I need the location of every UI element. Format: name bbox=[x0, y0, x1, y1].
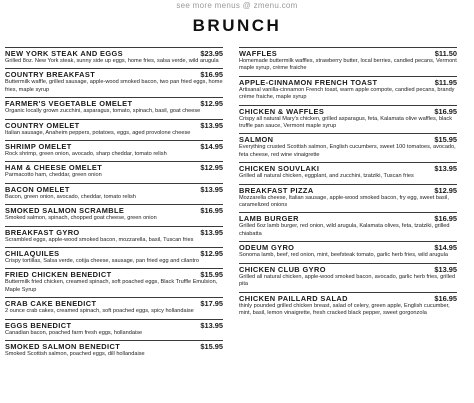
menu-item-header bbox=[239, 133, 457, 144]
menu-item-name: SHRIMP OMELET bbox=[5, 142, 72, 152]
menu-item-name: BREAKFAST GYRO bbox=[5, 227, 80, 237]
menu-item-price: $13.95 bbox=[200, 184, 223, 194]
menu-item-price: $15.95 bbox=[200, 270, 223, 280]
menu-item-description: Smoked Scottish salmon, poached eggs, dill hollandaise bbox=[5, 351, 145, 358]
left-column bbox=[5, 47, 223, 362]
menu-item-price: $17.95 bbox=[200, 299, 223, 309]
menu-item-price: $14.95 bbox=[200, 142, 223, 152]
menu-item-header bbox=[5, 268, 223, 279]
menu-item bbox=[239, 184, 457, 210]
menu-item-description: Buttermilk fried chicken, creamed spinach, soft poached eggs, Black Truffle Emulsion, Maple Syrup bbox=[5, 279, 218, 293]
menu-item-name: SMOKED SALMON BENEDICT bbox=[5, 342, 121, 352]
menu-item-header bbox=[239, 162, 457, 173]
menu-item-description: Buttermilk waffle, grilled sausage, apple-wood smoked bacon, two pan fried eggs, home fries, maple syrup bbox=[5, 79, 223, 93]
menu-item-description: Homemade buttermilk waffles, strawberry butter, local berries, candied pecans, Vermont maple syrup, crème fraiche bbox=[239, 58, 457, 72]
menu-item-header bbox=[239, 47, 457, 58]
menu-item-description: Smoked salmon, spinach, chopped goat cheese, green onion bbox=[5, 215, 157, 222]
menu-item bbox=[5, 140, 223, 158]
menu-item bbox=[5, 204, 223, 222]
menu-item-header bbox=[5, 68, 223, 79]
menu-item-header bbox=[5, 204, 223, 215]
menu-item bbox=[5, 268, 223, 294]
menu-item-header bbox=[239, 184, 457, 195]
menu-item-description: Rock shrimp, green onion, avocado, sharp cheddar, tomato relish bbox=[5, 151, 167, 158]
menu-item-name: CHILAQUILES bbox=[5, 249, 60, 259]
menu-item-price: $16.95 bbox=[434, 293, 457, 303]
menu-item-price: $14.95 bbox=[434, 243, 457, 253]
menu-item-name: CHICKEN SOUVLAKI bbox=[239, 164, 320, 174]
menu-item-price: $13.95 bbox=[434, 164, 457, 174]
menu-item-price: $23.95 bbox=[200, 49, 223, 58]
menu-item bbox=[239, 212, 457, 238]
menu-item-description: Italian sausage, Anaheim peppers, potatoes, eggs, aged provolone cheese bbox=[5, 129, 191, 136]
menu-item-price: $16.95 bbox=[434, 106, 457, 116]
menu-item-description: Grilled all natural chicken, apple-wood smoked bacon, avocado, garlic herb fries, grilled pita bbox=[239, 273, 456, 288]
menu-item bbox=[5, 119, 223, 137]
menu-item-description: Grilled all natural chicken, eggplant, and zucchini, tzatziki, Tuscan fries bbox=[239, 173, 414, 180]
menu-item-header bbox=[5, 119, 223, 130]
menu-item-description: Canadian bacon, poached farm fresh eggs, hollandaise bbox=[5, 329, 143, 336]
menu-item-header bbox=[239, 292, 457, 303]
menu-item-description: Grilled 8oz. New York steak, sunny side up eggs, home fries, salsa verde, wild arugula bbox=[5, 58, 219, 64]
menu-item-header bbox=[5, 161, 223, 172]
menu-item-description: Scrambled eggs, apple-wood smoked bacon, mozzarella, basil, Tuscan fries bbox=[5, 236, 194, 243]
menu-item-description: Parmacotto ham, cheddar, green onion bbox=[5, 172, 102, 179]
menu-item-description: Crispy all natural Mary's chicken, grilled asparagus, feta, Kalamata olive waffles, black truffle pan sauce, Vermont maple syrup bbox=[239, 115, 453, 130]
menu-item-name: HAM & CHEESE OMELET bbox=[5, 163, 103, 173]
menu-item bbox=[239, 133, 457, 159]
menu-item-name: NEW YORK STEAK AND EGGS bbox=[5, 49, 124, 58]
menu-item-price: $16.95 bbox=[200, 70, 223, 80]
menu-item bbox=[5, 319, 223, 337]
menu-item-name: WAFFLES bbox=[239, 49, 278, 58]
menu-item-price: $16.95 bbox=[200, 206, 223, 216]
menu-item-header bbox=[239, 241, 457, 252]
menu-item-description: Bacon, green onion, avocado, cheddar, tomato relish bbox=[5, 193, 136, 200]
menu-item bbox=[239, 47, 457, 73]
menu-item-price: $15.95 bbox=[200, 342, 223, 352]
menu-item-name: COUNTRY OMELET bbox=[5, 120, 80, 130]
menu-item-price: $16.95 bbox=[434, 214, 457, 224]
menu-item-name: LAMB BURGER bbox=[239, 214, 299, 224]
menu-item-name: EGGS BENEDICT bbox=[5, 320, 72, 330]
menu-item bbox=[5, 161, 223, 179]
menu-item-price: $11.95 bbox=[434, 77, 457, 87]
menu-item-header bbox=[5, 140, 223, 151]
menu-item-description: 2 ounce crab cakes, creamed spinach, soft poached eggs, spicy hollandaise bbox=[5, 308, 194, 315]
menu-item-name: FRIED CHICKEN BENEDICT bbox=[5, 270, 112, 280]
menu-item-name: CHICKEN CLUB GYRO bbox=[239, 264, 326, 274]
menu-item-header bbox=[5, 247, 223, 258]
menu-item bbox=[5, 297, 223, 315]
menu-item-name: ODEUM GYRO bbox=[239, 243, 295, 253]
menu-item-header bbox=[5, 226, 223, 237]
menu-item bbox=[5, 247, 223, 265]
menu-item bbox=[5, 47, 223, 65]
menu-item-header bbox=[239, 76, 457, 87]
menu-item-header bbox=[5, 319, 223, 330]
menu-item-name: CRAB CAKE BENEDICT bbox=[5, 299, 97, 309]
menu-item bbox=[239, 76, 457, 102]
menu-item-description: Mozzarella cheese, Italian sausage, apple-wood smoked bacon, fry egg, sweet basil, caramelized onions bbox=[239, 194, 449, 209]
menu-item-name: APPLE-CINNAMON FRENCH TOAST bbox=[239, 77, 378, 87]
menu-item-name: SMOKED SALMON SCRAMBLE bbox=[5, 206, 125, 216]
menu-item-price: $13.95 bbox=[200, 320, 223, 330]
menu-item-name: BREAKFAST PIZZA bbox=[239, 185, 314, 195]
menu-item bbox=[239, 292, 457, 318]
menu-item-name: FARMER'S VEGETABLE OMELET bbox=[5, 99, 133, 109]
menu-item-price: $15.95 bbox=[434, 135, 457, 145]
menu-item-price: $11.50 bbox=[434, 49, 457, 58]
menu-item bbox=[5, 340, 223, 358]
menu-item-header bbox=[5, 297, 223, 308]
menu-item-description: Organic locally grown zucchini, asparagus, tomato, spinach, basil, goat cheese bbox=[5, 108, 201, 115]
menu-item-description: Grilled 6oz lamb burger, red onion, wild arugula, Kalamata olives, feta, tzatziki, grilled chiabatta bbox=[239, 223, 450, 237]
menu-item-name: BACON OMELET bbox=[5, 184, 70, 194]
menu-item-price: $12.95 bbox=[200, 163, 223, 173]
menu-item bbox=[5, 226, 223, 244]
menu-title: BRUNCH bbox=[192, 16, 282, 35]
menu-item-price: $13.95 bbox=[434, 264, 457, 274]
menu-item-name: CHICKEN & WAFFLES bbox=[239, 106, 325, 116]
menu-item bbox=[239, 162, 457, 180]
menu-item-header bbox=[239, 263, 457, 274]
menu-item-header bbox=[5, 47, 223, 58]
menu-item-description: thinly pounded grilled chicken breast, salad of celery, green apple, English cucumber, mint, basil, lemon vinaigrette, fresh cracked black pepper, sweet gorgonzola bbox=[239, 302, 450, 316]
menu-item bbox=[239, 263, 457, 289]
menu-item bbox=[5, 97, 223, 115]
menu-item-price: $12.95 bbox=[200, 99, 223, 109]
menu-item-header bbox=[5, 183, 223, 194]
menu-item-header bbox=[239, 105, 457, 116]
menu-item-price: $13.95 bbox=[200, 120, 223, 130]
menu-item-name: CHICKEN PAILLARD SALAD bbox=[239, 293, 348, 303]
menu-item-description: Crispy tortillas, Salsa verde, cotija cheese, sausage, pan fried egg and cilantro bbox=[5, 258, 200, 265]
menu-item-name: COUNTRY BREAKFAST bbox=[5, 70, 96, 80]
menu-item-price: $12.95 bbox=[434, 185, 457, 195]
menu-item-header bbox=[5, 97, 223, 108]
menu-item bbox=[5, 183, 223, 201]
menu-item bbox=[239, 241, 457, 259]
menu-item-price: $12.95 bbox=[200, 249, 223, 259]
menu-item-name: SALMON bbox=[239, 135, 274, 145]
right-column bbox=[239, 47, 457, 320]
menu-item-description: Sonoma lamb, beef, red onion, mint, beefsteak tomato, garlic herb fries, wild arugula bbox=[239, 252, 448, 259]
menu-item-header bbox=[239, 212, 457, 223]
menu-item-description: Everything crusted Scottish salmon, English cucumbers, sweet 100 tomatoes, avocado, feta cheese, red wine vinaigrette bbox=[239, 144, 456, 158]
watermark: see more menus @ zmenu.com bbox=[176, 1, 298, 10]
menu-item-description: Artisanal vanilla-cinnamon French toast, warm apple compote, candied pecans, brandy crème fraiche, maple syrup bbox=[239, 86, 455, 101]
menu-item-price: $13.95 bbox=[200, 227, 223, 237]
menu-item-header bbox=[5, 340, 223, 351]
menu-item bbox=[5, 68, 223, 94]
menu-item bbox=[239, 105, 457, 131]
